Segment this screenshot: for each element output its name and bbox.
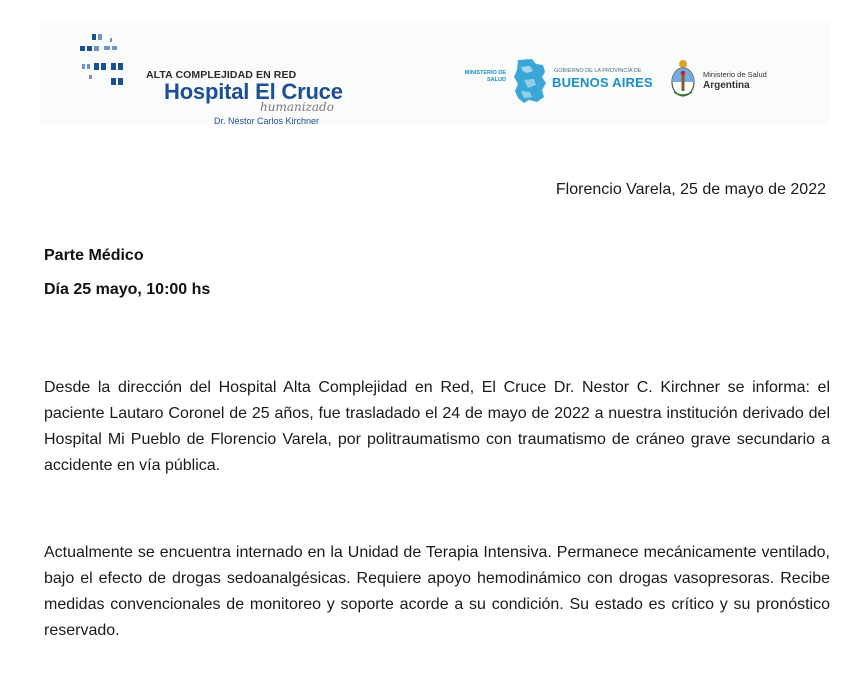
letter-dateline: Florencio Varela, 25 de mayo de 2022: [555, 181, 826, 198]
national-ministry-label: Ministerio de Salud: [703, 70, 767, 79]
province-name: BUENOS AIRES: [552, 75, 653, 90]
letterhead: [40, 20, 830, 125]
hospital-el-cruce-logo: [78, 34, 358, 124]
ministerio-salud-argentina-logo: [670, 58, 810, 104]
paragraph-patient-status: Actualmente se encuentra internado en la Unidad de Terapia Intensiva. Permanece mecánicamente ventilado, bajo el efecto de drogas sedoanalgésicas. Requiere apoyo hemodinámico con drogas vasopresoras. Recibe medidas convencionales de monitoreo y soporte acorde a su condición. Su estado es crítico y su pronóstico reservado.: [44, 544, 830, 639]
province-government-label: GOBIERNO DE LA PROVINCIA DE: [554, 68, 642, 74]
buenos-aires-logo: [458, 58, 658, 104]
report-date-time: Día 25 mayo, 10:00 hs: [44, 281, 211, 298]
hospital-subtitle: Dr. Néstor Carlos Kirchner: [214, 116, 320, 126]
hospital-name: Hospital El Cruce: [164, 79, 343, 104]
document-title: Parte Médico: [44, 247, 144, 264]
province-map-icon: [512, 58, 548, 104]
hospital-tagline: ALTA COMPLEJIDAD EN RED: [146, 69, 297, 81]
national-country-label: Argentina: [703, 80, 750, 91]
hospital-mosaic-icon: [78, 34, 138, 94]
paragraph-patient-transfer: Desde la dirección del Hospital Alta Complejidad en Red, El Cruce Dr. Nestor C. Kirchner se informa: el paciente Lautaro Coronel de 25 años, fue trasladado el 24 de mayo de 2022 a nuestra institución derivado del Hospital Mi Pueblo de Florencio Varela, por politraumatismo con traumatismo de cráneo grave secundario a accidente en vía pública.: [44, 379, 830, 474]
hospital-script-tagline: humanizado: [260, 100, 334, 114]
ministry-health-label: MINISTERIO DE SALUD: [464, 70, 506, 83]
argentina-shield-icon: [670, 58, 696, 98]
